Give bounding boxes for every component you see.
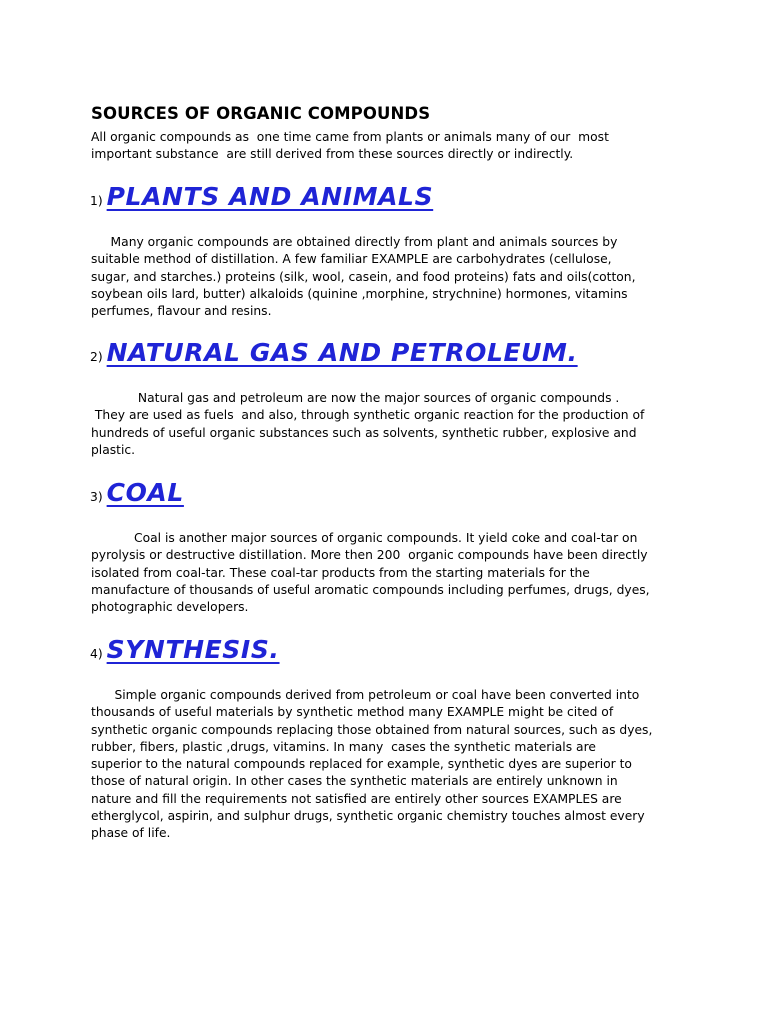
paragraph-line: superior to the natural compounds replaced for example, synthetic dyes are superior to [91,757,632,772]
paragraph-line: plastic. [91,442,136,457]
paragraph-line: manufacture of thousands of useful aromatic compounds including perfumes, drugs, dyes, [91,582,650,597]
paragraph-line: nature and fill the requirements not satisfied are entirely other sources EXAMPLES are [91,791,622,806]
paragraph-line: sugar, and starches.) proteins (silk, wool, casein, and food proteins) fats and oils(cotton, [91,269,636,284]
section-number: 1) [90,194,103,208]
section-heading-synthesis [90,635,280,664]
paragraph-line: photographic developers. [91,600,249,615]
section-paragraph-coal [91,530,681,616]
paragraph-line: isolated from coal-tar. These coal-tar products from the starting materials for the [91,565,590,580]
section-title: PLANTS AND ANIMALS [106,182,434,211]
paragraph-line: Many organic compounds are obtained directly from plant and animals sources by [91,235,618,249]
section-number: 2) [90,350,103,364]
section-paragraph-synthesis [91,687,681,843]
intro-line: All organic compounds as one time came from plants or animals many of our most [91,130,609,144]
section-paragraph-plants-and-animals [91,234,681,320]
paragraph-line: rubber, fibers, plastic ,drugs, vitamins. In many cases the synthetic materials are [91,739,596,754]
section-title: COAL [106,478,184,507]
paragraph-line: phase of life. [91,826,171,841]
paragraph-line: thousands of useful materials by synthetic method many EXAMPLE might be cited of [91,705,614,720]
paragraph-line: They are used as fuels and also, through synthetic organic reaction for the production of [91,408,645,423]
section-title: SYNTHESIS. [106,635,280,664]
paragraph-line: Simple organic compounds derived from petroleum or coal have been converted into [91,688,640,702]
section-number: 3) [90,490,103,504]
intro-paragraph [91,129,681,164]
paragraph-line: Coal is another major sources of organic compounds. It yield coke and coal-tar on [91,531,638,545]
paragraph-line: Natural gas and petroleum are now the major sources of organic compounds . [91,391,620,405]
section-heading-coal [90,478,184,507]
paragraph-line: those of natural origin. In other cases the synthetic materials are entirely unknown in [91,774,618,789]
paragraph-line: perfumes, flavour and resins. [91,304,272,319]
paragraph-line: hundreds of useful organic substances such as solvents, synthetic rubber, explosive and [91,425,637,440]
paragraph-line: suitable method of distillation. A few familiar EXAMPLE are carbohydrates (cellulose, [91,252,612,267]
section-heading-natural-gas-and-petroleum [90,338,578,367]
paragraph-line: pyrolysis or destructive distillation. More then 200 organic compounds have been directly [91,548,648,563]
page-title: SOURCES OF ORGANIC COMPOUNDS [91,104,431,123]
paragraph-line: etherglycol, aspirin, and sulphur drugs, synthetic organic chemistry touches almost every [91,809,645,824]
paragraph-line: synthetic organic compounds replacing those obtained from natural sources, such as dyes, [91,722,653,737]
section-paragraph-natural-gas-and-petroleum [91,390,681,459]
paragraph-line: soybean oils lard, butter) alkaloids (quinine ,morphine, strychnine) hormones, vitamins [91,286,628,301]
intro-line: important substance are still derived from these sources directly or indirectly. [91,147,574,162]
section-title: NATURAL GAS AND PETROLEUM. [106,338,578,367]
section-heading-plants-and-animals [90,182,433,211]
section-number: 4) [90,647,103,661]
